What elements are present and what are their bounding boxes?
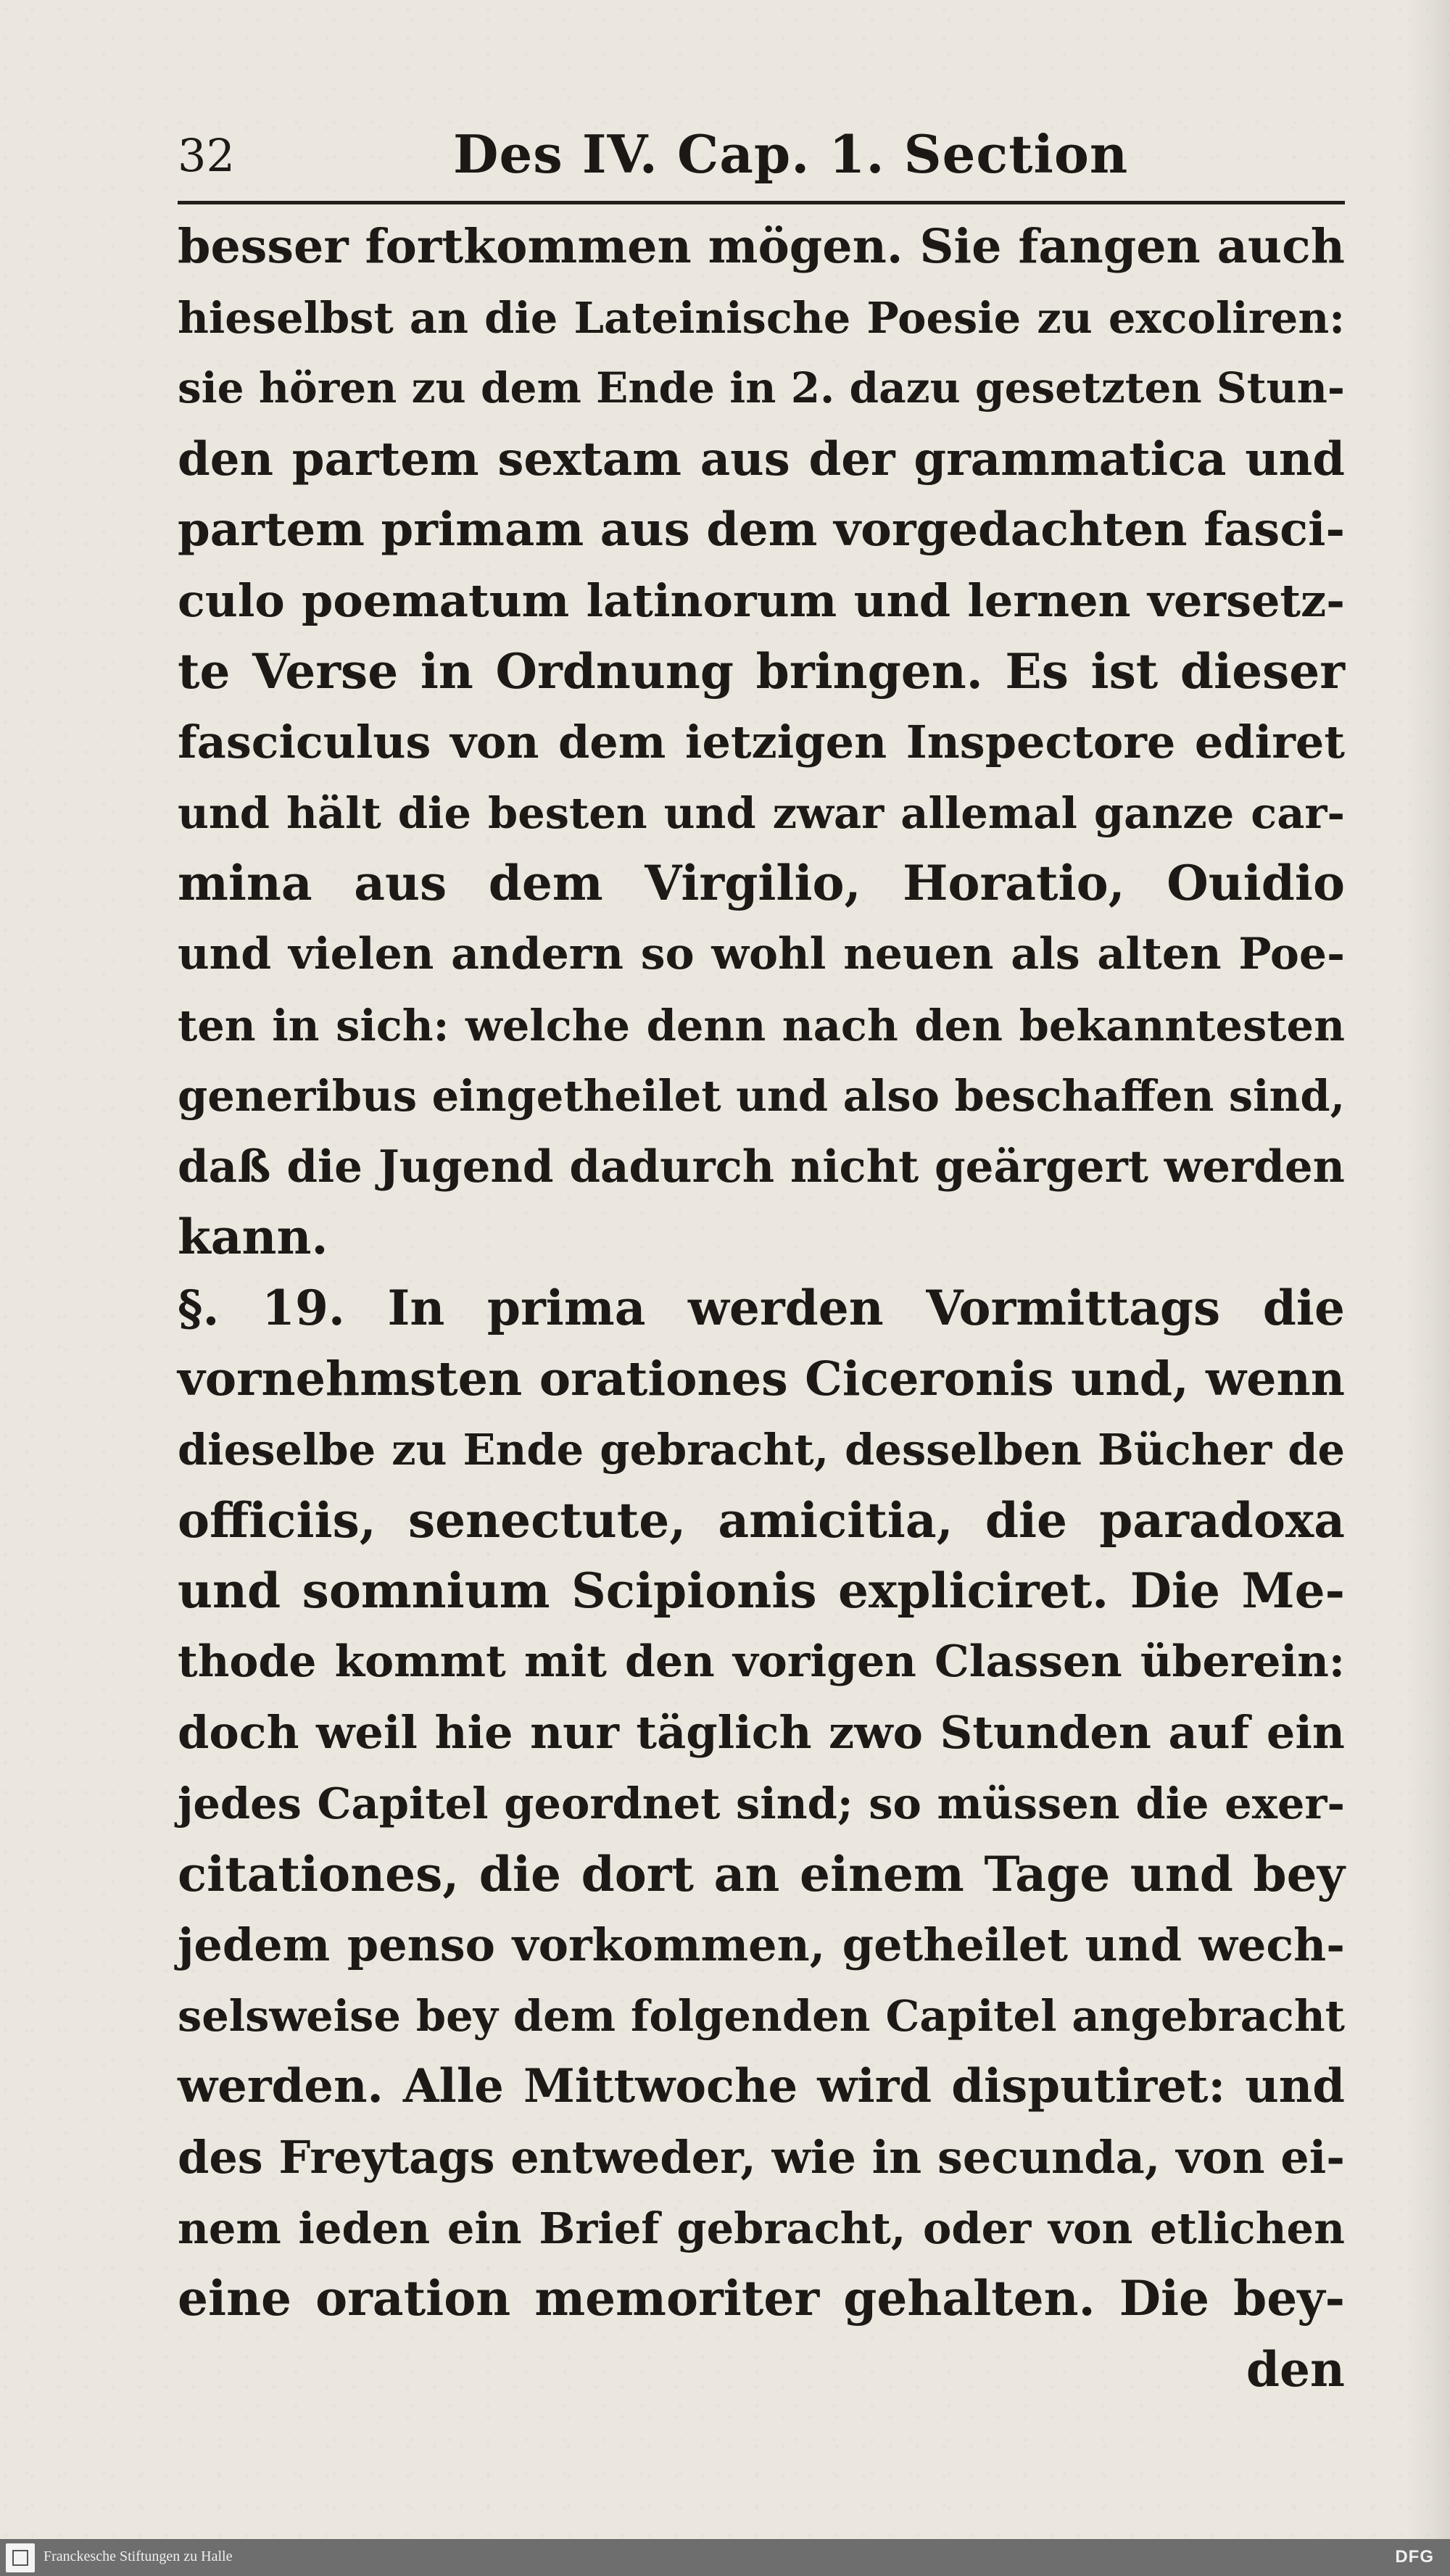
text-line: und vielen andern so wohl neuen als alten Poe- xyxy=(178,928,1345,980)
footer-credit: Franckesche Stiftungen zu Halle xyxy=(44,2548,233,2564)
text-line: besser fortkommen mögen. Sie fangen auch xyxy=(178,219,1345,274)
text-line: eine oration memoriter gehalten. Die bey- xyxy=(178,2270,1345,2327)
viewer-footer xyxy=(0,2539,1450,2576)
text-line: te Verse in Ordnung bringen. Es ist dieser xyxy=(178,642,1345,700)
text-line: und somnium Scipionis expliciret. Die Me- xyxy=(178,1562,1345,1620)
section-start-line: §. 19. In prima werden Vormittags die xyxy=(178,1279,1345,1336)
text-line: kann. xyxy=(178,1209,328,1266)
text-line: den partem sextam aus der grammatica und xyxy=(178,431,1345,486)
text-line: nem ieden ein Brief gebracht, oder von etlichen xyxy=(178,2203,1345,2253)
page-header xyxy=(178,116,1345,189)
text-line: thode kommt mit den vorigen Classen überein: xyxy=(178,1636,1345,1687)
institution-logo-icon xyxy=(6,2543,35,2572)
text-line: sie hören zu dem Ende in 2. dazu gesetzten Stun- xyxy=(178,363,1345,413)
text-line: des Freytags entweder, wie in secunda, von ei- xyxy=(178,2131,1345,2184)
catchword: den xyxy=(1246,2340,1345,2398)
text-line: jedem penso vorkommen, getheilet und wech- xyxy=(178,1918,1345,1972)
text-line: jedes Capitel geordnet sind; so müssen die exer- xyxy=(178,1778,1345,1829)
text-line: culo poematum latinorum und lernen versetz- xyxy=(178,573,1345,627)
text-line: dieselbe zu Ende gebracht, desselben Bücher de xyxy=(178,1425,1345,1475)
page-edge-shadow xyxy=(1406,0,1450,2539)
text-line: generibus eingetheilet und also beschaffen sind, xyxy=(178,1071,1346,1122)
text-line: fasciculus von dem ietzigen Inspectore ediret xyxy=(178,716,1345,769)
dfg-logo: DFG xyxy=(1395,2547,1434,2567)
text-line: und hält die besten und zwar allemal ganze car- xyxy=(178,787,1345,838)
text-line: vornehmsten orationes Ciceronis und, wenn xyxy=(178,1351,1345,1407)
text-line: partem primam aus dem vorgedachten fasci- xyxy=(178,502,1345,558)
text-line: hieselbst an die Lateinische Poesie zu excoliren: xyxy=(178,292,1345,343)
text-line: officiis, senectute, amicitia, die paradoxa xyxy=(178,1491,1345,1549)
text-line: ten in sich: welche denn nach den bekanntesten xyxy=(178,1000,1345,1051)
text-line: daß die Jugend dadurch nicht geärgert werden xyxy=(178,1140,1345,1193)
text-line: mina aus dem Virgilio, Horatio, Ouidio xyxy=(178,855,1345,912)
page-number: 32 xyxy=(178,129,235,182)
body-text xyxy=(178,212,1345,2405)
text-line: doch weil hie nur täglich zwo Stunden auf ein xyxy=(178,1706,1345,1760)
running-title: Des IV. Cap. 1. Section xyxy=(453,123,1129,185)
text-line: werden. Alle Mittwoche wird disputiret: und xyxy=(178,2059,1345,2114)
text-line: citationes, die dort an einem Tage und bey xyxy=(178,1845,1345,1902)
header-rule xyxy=(178,201,1345,204)
text-line: selsweise bey dem folgenden Capitel angebracht xyxy=(178,1990,1345,2041)
